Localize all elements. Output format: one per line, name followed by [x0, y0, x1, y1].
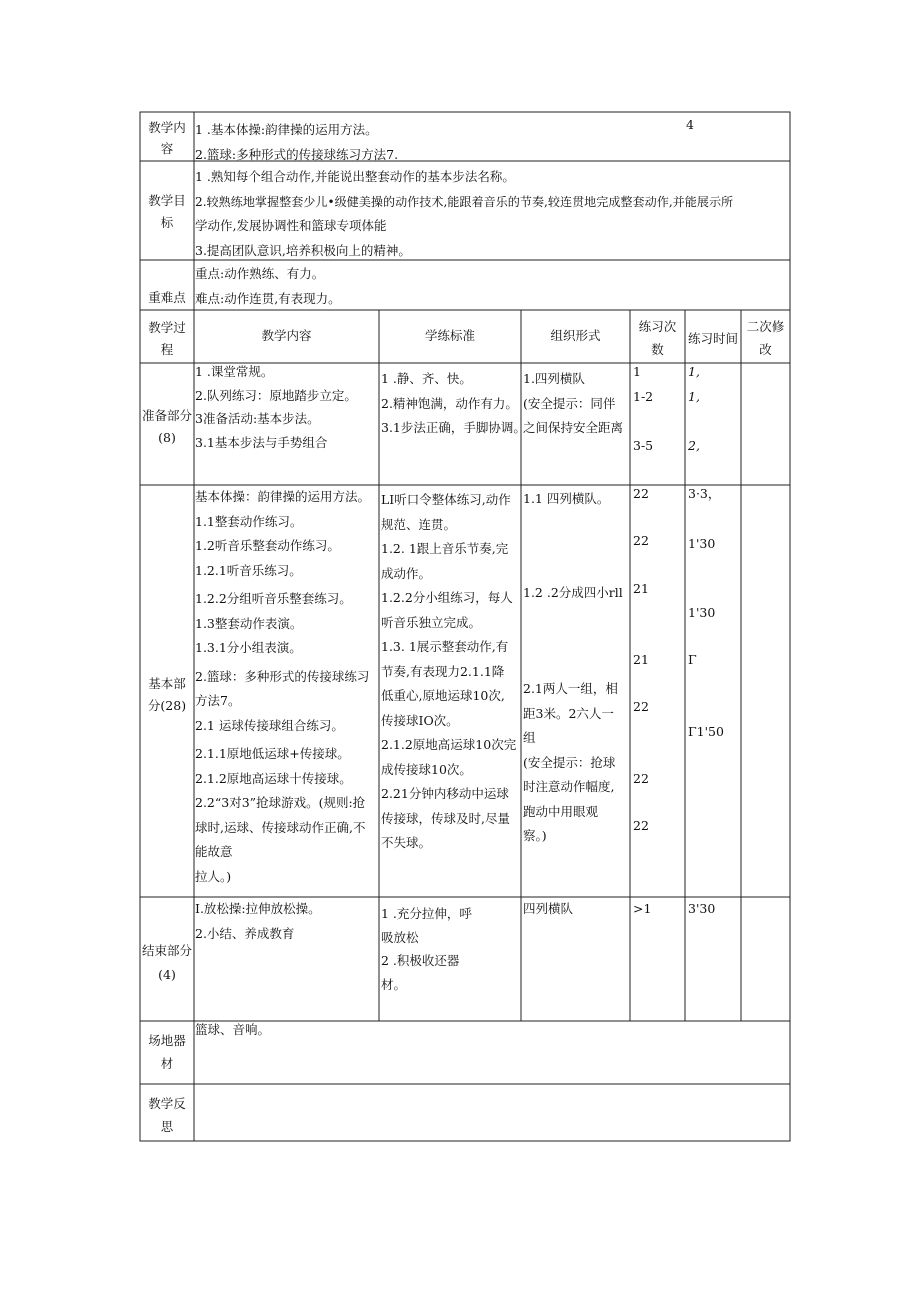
basic-organization-item: 2.1两人一组，相: [523, 681, 618, 696]
venue-equipment: 篮球、音响。: [195, 1022, 271, 1037]
key-point-item: 难点:动作连贯,有表现力。: [195, 290, 341, 306]
prep-organization-item: (安全提示：同伴: [523, 395, 616, 411]
prep-content-item: 1 .课堂常规。: [195, 364, 274, 379]
end-standard-item: 1 .充分拉伸，呼: [381, 906, 472, 921]
basic-organization-cell: [523, 677, 629, 849]
basic-standard-cell: [381, 488, 520, 856]
basic-content-item: 2.1 运球传接球组合练习。: [195, 717, 344, 733]
basic-time-item: 1'30: [688, 536, 716, 551]
header-revision-line1: 二次修: [746, 319, 785, 334]
key-points-cell: [195, 262, 785, 311]
basic-standard-item: 2.1.2原地高运球10次完: [381, 737, 517, 752]
header-time: 练习时间: [687, 331, 738, 346]
prep-reps-item: 3-5: [633, 437, 654, 453]
basic-standard-item: 1.2. 1跟上音乐节奏,完: [381, 541, 509, 556]
prep-reps-cell: [633, 360, 683, 458]
end-content-cell: [195, 897, 378, 946]
label-venue-line2: 材: [160, 1056, 174, 1071]
basic-content-item: 1.3.1分小组表演。: [195, 640, 302, 655]
prep-organization-item: 之间保持安全距离: [523, 420, 624, 435]
label-process-line2: 程: [160, 342, 174, 357]
label-prep-line2: (8): [158, 430, 176, 445]
end-content-item: 2.小结、养成教育: [195, 925, 295, 941]
prep-time-item: [688, 409, 738, 434]
label-process-line1: 教学过: [148, 320, 186, 335]
prep-time-cell: [688, 360, 738, 458]
teaching-content-cell: [195, 118, 785, 167]
prep-content-item: 2.队列练习：原地踏步立定。: [195, 387, 357, 403]
end-standard-item: 材。: [381, 976, 407, 992]
prep-standard-item: 2.精神饱满，动作有力。: [381, 395, 518, 411]
basic-reps-item: 21: [633, 581, 649, 596]
prep-standard-cell: [381, 367, 526, 441]
basic-reps-item: 22: [633, 699, 649, 714]
teaching-goal-item: 3.提高团队意识,培养积极向上的精神。: [195, 242, 411, 258]
basic-content-item: 基本体操：韵律操的运用方法。: [195, 489, 371, 504]
prep-time-item: 2,: [688, 437, 700, 453]
prep-reps-item: 1-2: [633, 388, 654, 404]
prep-reps-item: 1: [633, 364, 641, 379]
end-content-item: I.放松操:拉伸放松操。: [195, 901, 321, 916]
teaching-content-item: 1 .基本体操:韵律操的运用方法。: [195, 122, 378, 137]
teaching-goal-item: 1 .熟知每个组合动作,并能说出整套动作的基本步法名称。: [195, 169, 515, 184]
label-key-points: 重难点: [148, 290, 186, 305]
prep-time-item: 1,: [688, 388, 700, 404]
end-standard-item: 吸放松: [381, 929, 419, 945]
header-standard: 学练标准: [424, 328, 475, 343]
page-number: 4: [686, 117, 694, 132]
label-prep-line1: 准备部分: [141, 408, 192, 423]
basic-standard-item: 不失球。: [381, 835, 432, 850]
prep-time-item: 1,: [688, 364, 700, 379]
basic-reps-item: 21: [633, 652, 649, 667]
basic-standard-item: 低重心,原地运球10次,: [381, 688, 505, 703]
basic-time-item: Γ: [688, 652, 697, 667]
prep-standard-item: 3.1步法正确，手脚协调。: [381, 420, 526, 435]
header-organization: 组织形式: [550, 328, 601, 343]
header-revision-line2: 改: [759, 342, 772, 357]
basic-time-item: 1'30: [688, 605, 716, 620]
basic-organization-item: 跑动中用眼观: [523, 803, 599, 819]
basic-standard-item: 节奏,有表现力2.1.1降: [381, 663, 505, 679]
header-content: 教学内容: [261, 328, 312, 343]
basic-organization-item: 察。): [523, 828, 547, 843]
label-end-line2: (4): [158, 967, 176, 982]
end-organization: 四列横队: [523, 901, 574, 916]
prep-organization-item: 1.四列横队: [523, 371, 585, 386]
basic-standard-item: LI听口令整体练习,动作: [381, 492, 511, 507]
basic-content-item: 1.2.2分组听音乐整套练习。: [195, 591, 352, 606]
basic-organization-item: 组: [523, 730, 536, 745]
basic-organization-item: 1.2 .2分成四小rll: [523, 585, 623, 600]
label-venue-line1: 场地器: [148, 1033, 186, 1048]
basic-content-item: 拉人。): [195, 868, 232, 884]
basic-organization-item: 时注意动作幅度,: [523, 779, 615, 794]
basic-time-item: 3·3，: [688, 486, 721, 501]
header-reps-line1: 练习次: [638, 319, 677, 334]
prep-reps-item: [633, 409, 683, 434]
prep-content-cell: [195, 360, 378, 454]
end-standard-item: 2 .积极收还器: [381, 953, 460, 968]
basic-standard-item: 1.3. 1展示整套动作,有: [381, 639, 509, 654]
basic-standard-item: 2.21分钟内移动中运球: [381, 786, 509, 801]
label-goals-line2: 标: [160, 215, 174, 230]
basic-content-item: 方法7。: [195, 693, 241, 708]
label-content-line2: 容: [160, 141, 174, 156]
label-end-line1: 结束部分: [141, 943, 192, 958]
end-standard-cell: [381, 902, 520, 996]
teaching-goal-item: 2.较熟练地掌握整套少儿•级健美操的动作技术,能跟着音乐的节奏,较连贯地完成整套动作,并能展示所: [195, 194, 734, 209]
basic-standard-item: 成动作。: [381, 565, 432, 581]
basic-reps-item: 22: [633, 486, 649, 501]
basic-content-item: 1.2.1听音乐练习。: [195, 562, 302, 578]
basic-content-item: 2.2“3对3”抢球游戏。(规则:抢: [195, 795, 366, 810]
basic-standard-item: 听音乐独立完成。: [381, 614, 482, 630]
basic-content-item: 2.1.1原地低运球+传接球。: [195, 746, 350, 761]
basic-content-item: 2.1.2原地高运球十传接球。: [195, 770, 352, 786]
label-content-line1: 教学内: [148, 120, 186, 135]
basic-time-item: Γ1'50: [688, 724, 724, 739]
label-basic-line2: 分(28): [147, 698, 187, 713]
prep-content-item: 3准备活动:基本步法。: [195, 411, 320, 426]
label-basic-line1: 基本部: [148, 676, 186, 691]
end-reps: >1: [633, 901, 652, 916]
prep-organization-cell: [523, 367, 629, 441]
label-reflection-line2: 思: [160, 1119, 174, 1134]
basic-content-item: 1.2听音乐整套动作练习。: [195, 538, 340, 553]
basic-reps-item: 22: [633, 533, 649, 548]
basic-content-item: 1.1整套动作练习。: [195, 513, 303, 529]
label-reflection-line1: 教学反: [148, 1096, 186, 1111]
basic-reps-item: 22: [633, 818, 649, 833]
basic-organization-item: 距3米。2六人一: [523, 705, 614, 721]
basic-content-item: 球时,运球、传接球动作正确,不: [195, 819, 366, 835]
teaching-content-item: 2.篮球:多种形式的传接球练习方法7.: [195, 146, 399, 162]
basic-standard-item: 1.2.2分小组练习，每人: [381, 590, 513, 605]
label-goals-line1: 教学目: [148, 193, 186, 208]
basic-content-item: 能故意: [195, 844, 233, 859]
basic-standard-item: 传接球，传球及时,尽量: [381, 810, 510, 826]
basic-content-item: 2.篮球：多种形式的传接球练习: [195, 668, 370, 684]
end-time: 3'30: [688, 901, 716, 916]
teaching-goal-item: 学动作,发展协调性和篮球专项体能: [195, 218, 387, 233]
basic-content-cell: [195, 485, 378, 889]
basic-standard-item: 传接球IO次。: [381, 712, 459, 728]
basic-standard-item: 规范、连贯。: [381, 516, 457, 532]
basic-reps-item: 22: [633, 771, 649, 786]
prep-content-item: 3.1基本步法与手势组合: [195, 434, 328, 450]
header-reps-line2: 数: [651, 342, 664, 357]
teaching-goals-cell: [195, 165, 789, 263]
basic-standard-item: 成传接球10次。: [381, 761, 472, 777]
basic-organization-item: (安全提示：抢球: [523, 754, 616, 770]
basic-content-item: 1.3整套动作表演。: [195, 615, 303, 631]
basic-organization-item: 1.1 四列横队。: [523, 491, 610, 506]
prep-standard-item: 1 .静、齐、快。: [381, 371, 472, 386]
key-point-item: 重点:动作熟练、有力。: [195, 266, 325, 281]
